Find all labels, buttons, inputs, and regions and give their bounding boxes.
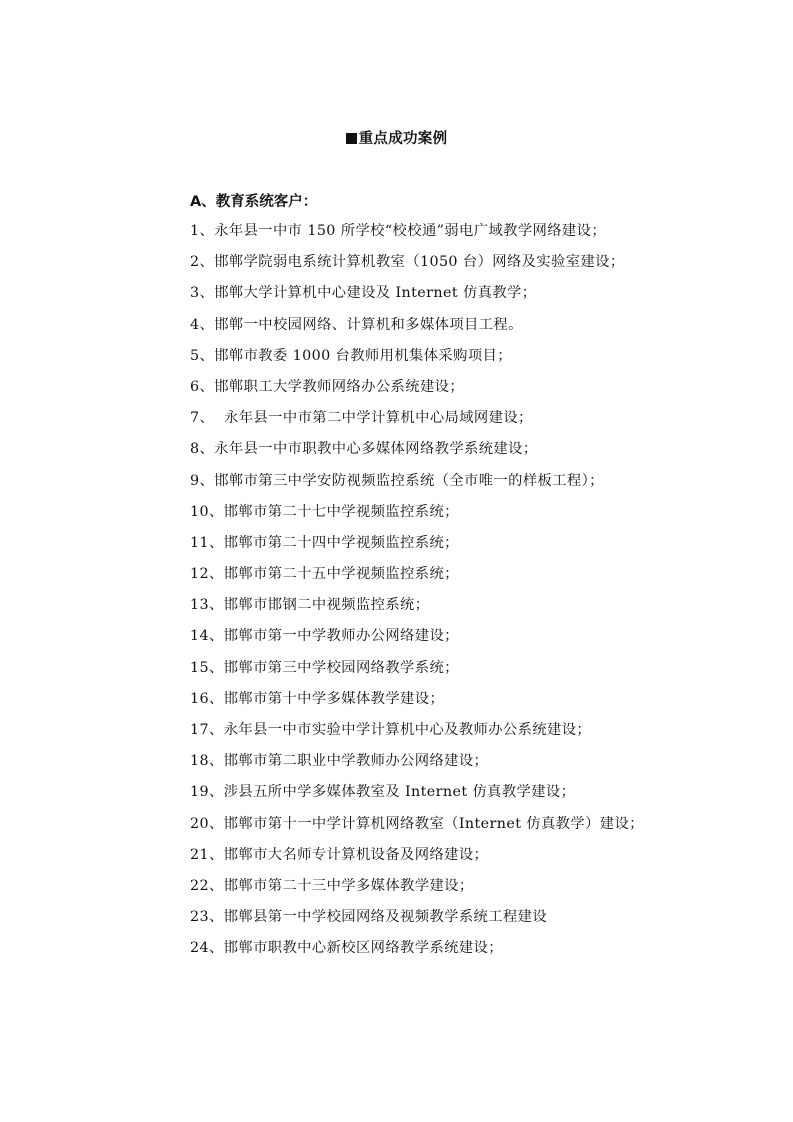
list-item: 22、邯郸市第二十三中学多媒体教学建设； <box>190 877 474 894</box>
case-list <box>190 221 644 970</box>
square-bullet-icon <box>346 133 357 144</box>
list-item: 11、邯郸市第二十四中学视频监控系统； <box>190 534 459 551</box>
list-item: 7、 永年县一中市第二中学计算机中心局域网建设； <box>190 410 533 427</box>
section-heading: A、教育系统客户： <box>190 194 318 210</box>
list-item: 5、邯郸市教委 1000 台教师用机集体采购项目； <box>190 347 512 364</box>
list-item: 14、邯郸市第一中学教师办公网络建设； <box>190 628 459 645</box>
list-item: 13、邯郸市邯钢二中视频监控系统； <box>190 597 430 614</box>
list-item: 8、永年县一中市职教中心多媒体网络教学系统建设； <box>190 441 538 458</box>
list-item: 15、邯郸市第三中学校园网络教学系统； <box>190 659 459 676</box>
list-item: 21、邯郸市大名师专计算机设备及网络建设； <box>190 846 489 863</box>
list-item: 17、永年县一中市实验中学计算机中心及教师办公系统建设； <box>190 722 592 738</box>
list-item: 6、邯郸职工大学教师网络办公系统建设； <box>190 378 465 395</box>
list-item: 4、邯郸一中校园网络、计算机和多媒体项目工程。 <box>190 316 523 333</box>
list-item: 24、邯郸市职教中心新校区网络教学系统建设； <box>190 940 503 957</box>
document-title <box>0 127 793 148</box>
list-item: 16、邯郸市第十中学多媒体教学建设； <box>190 690 445 707</box>
list-item: 18、邯郸市第二职业中学教师办公网络建设； <box>190 753 489 770</box>
list-item: 12、邯郸市第二十五中学视频监控系统； <box>190 566 459 583</box>
list-item: 3、邯郸大学计算机中心建设及 Internet 仿真教学； <box>190 285 537 302</box>
list-item: 9、邯郸市第三中学安防视频监控系统（全市唯一的样板工程）； <box>190 472 604 489</box>
list-item: 1、永年县一中市 150 所学校“校校通”弱电广域教学网络建设； <box>190 223 607 239</box>
list-item: 2、邯郸学院弱电系统计算机教室（1050 台）网络及实验室建设； <box>190 254 625 271</box>
list-item: 10、邯郸市第二十七中学视频监控系统； <box>190 503 459 520</box>
list-item: 20、邯郸市第十一中学计算机网络教室（Internet 仿真教学）建设； <box>190 815 644 832</box>
list-item: 23、邯郸县第一中学校园网络及视频教学系统工程建设 <box>190 909 548 926</box>
list-item: 19、涉县五所中学多媒体教室及 Internet 仿真教学建设； <box>190 784 576 801</box>
title-text: 重点成功案例 <box>358 131 448 147</box>
